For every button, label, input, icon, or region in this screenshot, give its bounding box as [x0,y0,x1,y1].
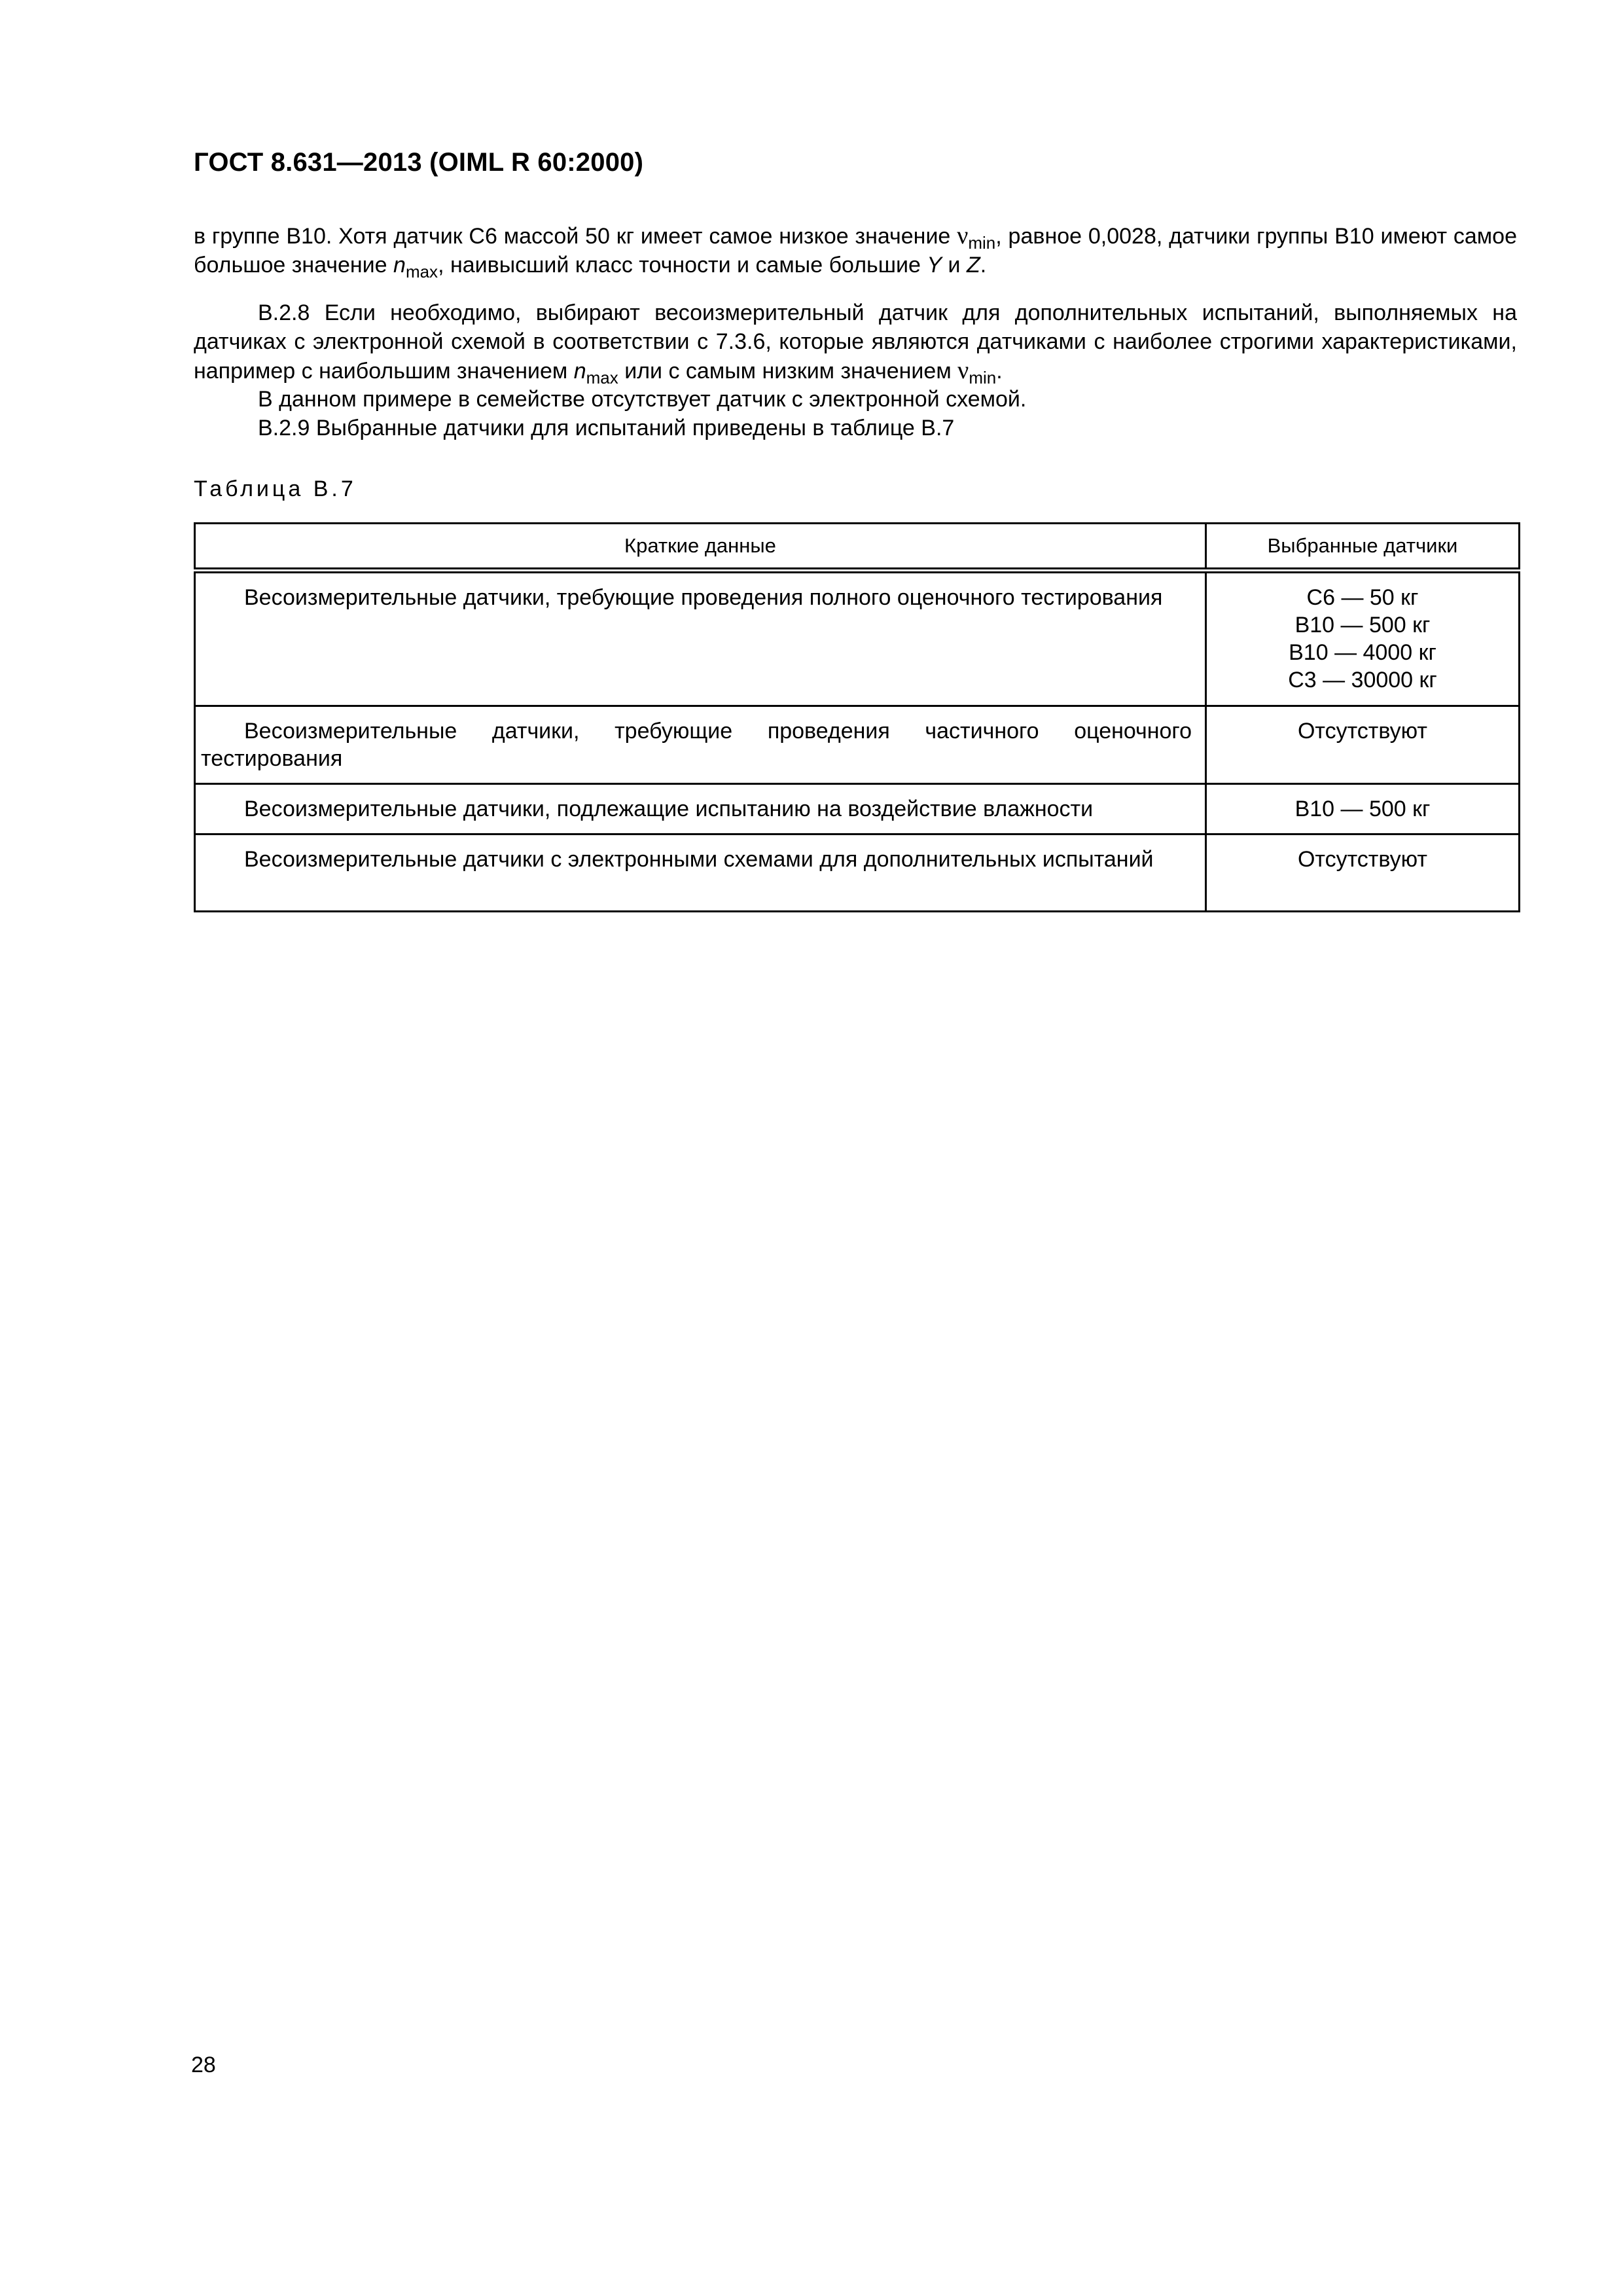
table-row [195,706,1520,784]
row-value: В10 — 500 кг [1294,797,1431,821]
row-description: Весоизмерительные датчики, требующие проведения частичного оценочного тестирования [195,706,1206,784]
table-row [195,784,1520,834]
text-fragment: или с самым низким значением [618,359,958,384]
paragraph-b29: В.2.9 Выбранные датчики для испытаний приведены в таблице В.7 [258,416,955,440]
text-fragment: В.2.8 Если необходимо, выбирают весоизмерительный датчик для дополнительных испытаний, выполняемых на датчиках с электронной схемой в соответствии с 7.3.6, которые являются датчиками с наиболее строгими характеристиками, например с наибольшим значением [194,300,1517,384]
document-header: ГОСТ 8.631—2013 (OIML R 60:2000) [194,148,644,177]
y-symbol: Y [927,253,942,278]
page-number: 28 [191,2053,216,2077]
n-symbol: n [573,359,586,384]
subscript-min: min [969,368,997,387]
paragraph-no-electronic: В данном примере в семействе отсутствует датчик с электронной схемой. [258,387,1027,412]
z-symbol: Z [966,253,980,278]
subscript-min: min [968,233,996,253]
table-header-row [195,524,1520,571]
subscript-max: max [405,262,438,281]
text-fragment: , наивысший класс точности и самые большие [438,253,927,278]
row-values [1206,571,1520,706]
text-fragment: , равное 0,0028, датчики группы В10 имеют самое большое значение [194,224,1517,278]
column-header-selected: Выбранные датчики [1206,524,1520,571]
row-value: С6 — 50 кг [1306,585,1419,610]
row-description: Весоизмерительные датчики с электронными схемами для дополнительных испытаний [195,834,1206,912]
row-value: Отсутствуют [1297,847,1428,872]
row-value: В10 — 500 кг [1294,613,1431,637]
text-fragment: . [996,359,1003,384]
text-fragment: и [942,253,967,278]
row-values [1206,834,1520,912]
table-caption: Таблица В.7 [194,476,357,501]
row-value: Отсутствуют [1297,719,1428,744]
column-header-summary: Краткие данные [195,524,1206,571]
nu-symbol: ν [957,357,969,384]
table-row [195,834,1520,912]
row-values [1206,706,1520,784]
table-row [195,571,1520,706]
paragraph-continuation [194,221,1517,279]
row-description: Весоизмерительные датчики, требующие проведения полного оценочного тестирования [195,571,1206,706]
row-value: С3 — 30000 кг [1288,668,1437,692]
row-description: Весоизмерительные датчики, подлежащие испытанию на воздействие влажности [195,784,1206,834]
nu-symbol: ν [957,222,969,249]
subscript-max: max [586,368,618,387]
text-fragment: в группе В10. Хотя датчик С6 массой 50 кг имеет самое низкое значение [194,224,957,249]
sensors-table [194,522,1520,912]
text-fragment: . [980,253,987,278]
paragraph-b28 [194,298,1517,386]
row-values [1206,784,1520,834]
row-value: В10 — 4000 кг [1289,640,1436,665]
n-symbol: n [393,253,406,278]
